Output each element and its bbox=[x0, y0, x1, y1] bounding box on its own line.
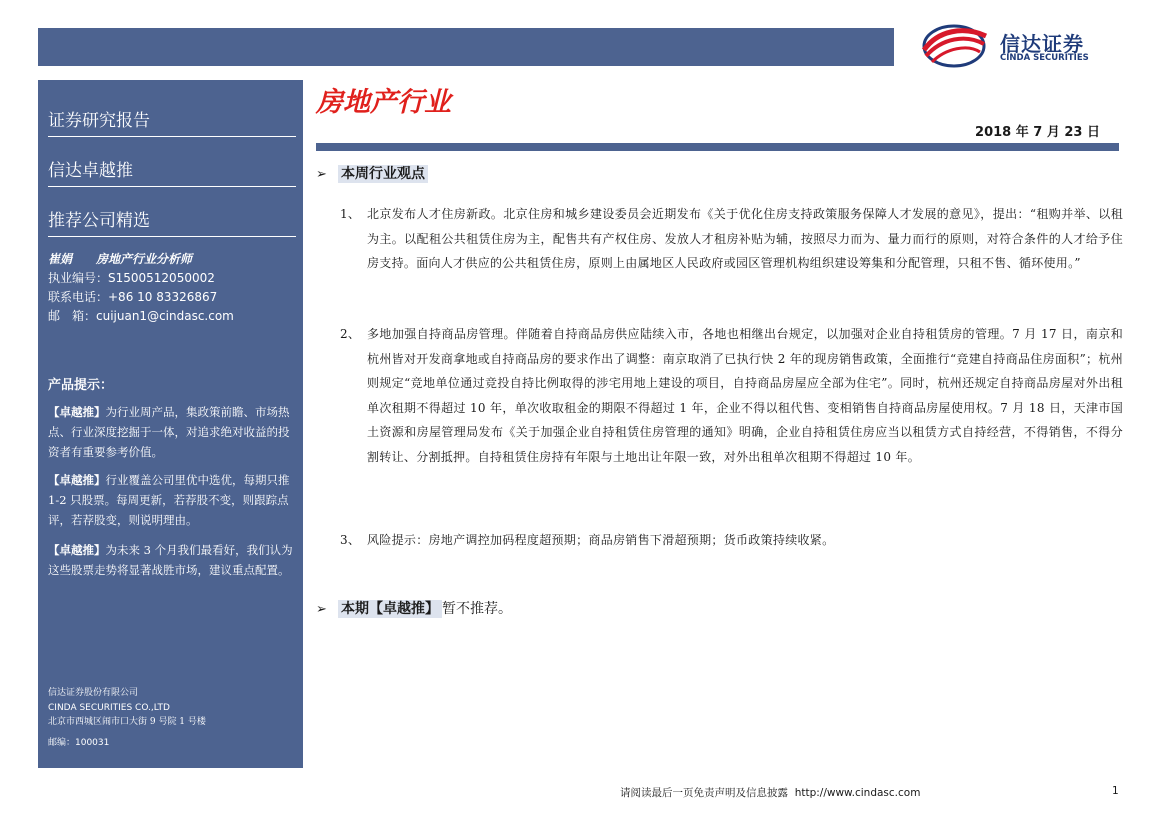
analyst-email: 邮 箱：cuijuan1@cindasc.com bbox=[48, 309, 234, 323]
view-point bbox=[340, 322, 1123, 469]
sidebar-heading-report: 证券研究报告 bbox=[48, 106, 296, 137]
section-recommendation bbox=[316, 598, 512, 618]
sidebar-heading-product: 信达卓越推 bbox=[48, 156, 296, 187]
logo-text: 信达证券 bbox=[1000, 32, 1084, 56]
point-number: 2、 bbox=[340, 327, 361, 341]
disclaimer-text: 请阅读最后一页免责声明及信息披露 bbox=[620, 787, 788, 799]
point-text: 北京发布人才住房新政。北京住房和城乡建设委员会近期发布《关于优化住房支持政策服务保障人才发展的意见》，提出：“租购并举、以租为主。以配租公共租赁住房为主，配售共有产权住房、发放人才租房补贴为辅，按照尽力而为、量力而行的原则，对符合条件的人才给予住房支持。面向人才供应的公共租赁住房，原则上由属地区人民政府或园区管理机构组织建设筹集和分配管理，只租不售、循环使用。” bbox=[367, 207, 1123, 270]
view-point bbox=[340, 202, 1123, 276]
tip-tag: 【卓越推】 bbox=[48, 543, 106, 557]
website-link[interactable]: http://www.cindasc.com bbox=[794, 787, 921, 799]
point-text: 多地加强自持商品房管理。伴随着自持商品房供应陆续入市，各地也相继出台规定，以加强对企业自持租赁房的管理。7 月 17 日，南京和杭州皆对开发商拿地或自持商品房的要求作出了调整：南京取消了已执行快 2 年的现房销售政策，全面推行“竞建自持商品住房面积”；杭州则规定“竞地单位通过竞投自持比例取得的涉宅用地上建设的项目，自持商品房屋应全部为住宅”。同时，杭州还规定自持商品房屋对外出租单次租期不得超过 10 年，单次收取租金的期限不得超过 1 年，企业不得以租代售、变相销售自持商品房屋使用权。7 月 18 日，天津市国土资源和房屋管理局发布《关于加强企业自持租赁住房管理的通知》明确，企业自持租赁住房应当以租赁方式自持经营，不得销售，不得分割转让、分割抵押。自持租赁住房持有年限与土地出让年限一致，对外出租单次租期不得超过 10 年。 bbox=[367, 327, 1123, 464]
report-date: 2018 年 7 月 23 日 bbox=[975, 125, 1100, 140]
section-title: 本期【卓越推】 bbox=[338, 600, 442, 618]
product-tip bbox=[48, 402, 296, 462]
point-number: 1、 bbox=[340, 207, 361, 221]
footer-disclaimer bbox=[620, 785, 920, 800]
analyst-license: 执业编号：S1500512050002 bbox=[48, 271, 215, 285]
section-title: 本周行业观点 bbox=[338, 165, 428, 183]
company-postcode: 邮编：100031 bbox=[48, 737, 110, 748]
tip-text: 为未来 3 个月我们最看好，我们认为这些股票走势将显著战胜市场，建议重点配置。 bbox=[48, 543, 293, 577]
analyst-info bbox=[48, 250, 234, 326]
company-name-cn: 信达证券股份有限公司 bbox=[48, 688, 139, 698]
cinda-globe-icon bbox=[918, 22, 990, 68]
section-weekly-view bbox=[316, 163, 428, 183]
point-text: 风险提示：房地产调控加码程度超预期；商品房销售下滑超预期；货币政策持续收紧。 bbox=[367, 533, 835, 547]
arrow-bullet-icon: ➢ bbox=[316, 602, 327, 617]
view-point bbox=[340, 528, 1123, 553]
sidebar-heading-picks: 推荐公司精选 bbox=[48, 206, 296, 237]
tip-tag: 【卓越推】 bbox=[48, 473, 106, 487]
logo-subtitle: CINDA SECURITIES bbox=[1000, 53, 1089, 63]
analyst-phone: 联系电话：+86 10 83326867 bbox=[48, 290, 218, 304]
company-address: 北京市西城区闹市口大街 9 号院 1 号楼 bbox=[48, 717, 206, 727]
product-tips-title: 产品提示： bbox=[48, 378, 114, 393]
industry-title: 房地产行业 bbox=[316, 87, 451, 118]
header-bar bbox=[38, 28, 894, 66]
analyst-name: 崔娟 房地产行业分析师 bbox=[48, 252, 193, 266]
tip-text: 为行业周产品，集政策前瞻、市场热点、行业深度挖掘于一体，对追求绝对收益的投资者有重要参考价值。 bbox=[48, 405, 290, 459]
title-divider bbox=[316, 143, 1119, 151]
arrow-bullet-icon: ➢ bbox=[316, 167, 327, 182]
tip-text: 行业覆盖公司里优中选优，每期只推 1-2 只股票。每周更新，若荐股不变，则跟踪点评，若荐股变，则说明理由。 bbox=[48, 473, 290, 527]
cinda-logo bbox=[918, 22, 1138, 68]
product-tip bbox=[48, 470, 296, 530]
sidebar bbox=[38, 80, 303, 768]
recommendation-text: 暂不推荐。 bbox=[442, 601, 512, 617]
page-number: 1 bbox=[1112, 785, 1119, 797]
company-name-en: CINDA SECURITIES CO.,LTD bbox=[48, 702, 170, 713]
point-number: 3、 bbox=[340, 533, 361, 547]
product-tip bbox=[48, 540, 296, 580]
company-info bbox=[48, 686, 206, 750]
tip-tag: 【卓越推】 bbox=[48, 405, 106, 419]
